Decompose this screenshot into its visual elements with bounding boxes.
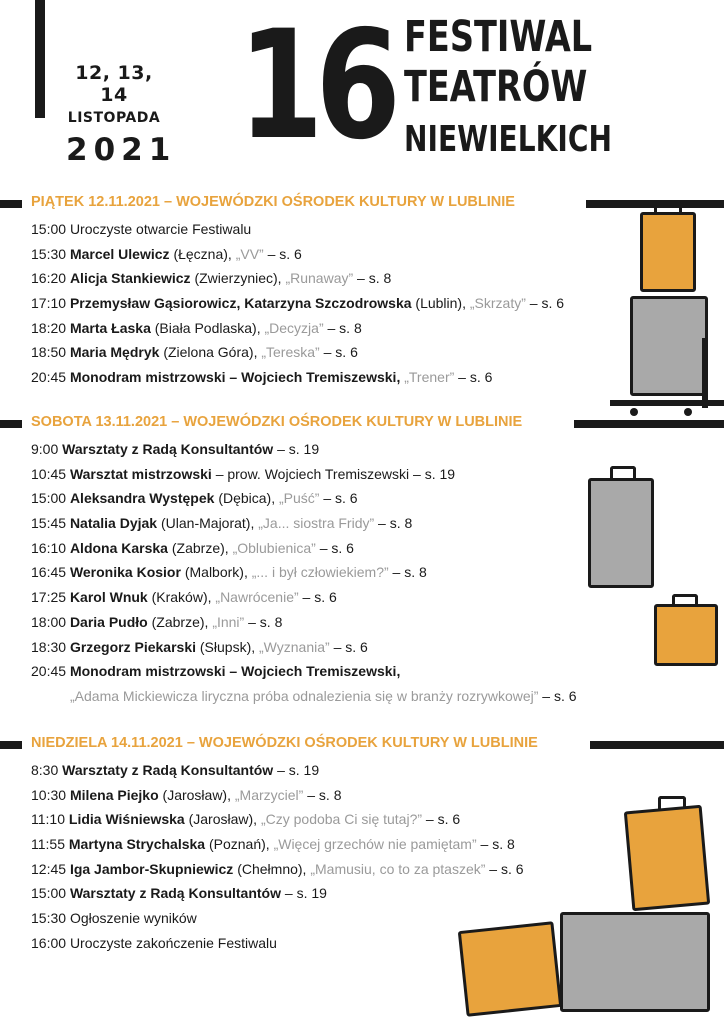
page-reference: – s. 6 — [529, 295, 565, 312]
page-reference: – s. 6 — [489, 860, 524, 877]
event-time: 15:00 — [31, 221, 67, 237]
page-reference: – s. 8 — [248, 613, 283, 630]
event-time: 20:45 — [31, 663, 67, 680]
event-time: 10:45 — [31, 465, 67, 482]
page-reference: – s. 19 — [413, 465, 456, 482]
performer-place: (Malbork), — [184, 564, 248, 581]
performer-place: (Jarosław), — [188, 811, 258, 828]
performance-title: „Inni” — [212, 613, 245, 630]
festival-year: 2021 — [66, 132, 177, 168]
luggage-cart — [610, 338, 724, 418]
page-reference: – s. 19 — [277, 441, 320, 457]
event-time: 10:30 — [31, 786, 67, 803]
performer-name: Warsztaty z Radą Konsultantów — [69, 885, 281, 902]
festival-month: LISTOPADA — [67, 110, 161, 126]
event-time: 11:10 — [31, 811, 65, 828]
performer-name: Alicja Stankiewicz — [69, 270, 191, 287]
page-reference: – s. 6 — [425, 811, 461, 828]
performer-place: – prow. Wojciech Tremiszewski — [215, 465, 410, 482]
event-time: 17:10 — [31, 295, 67, 312]
event-time: 18:30 — [31, 638, 67, 655]
schedule-row — [0, 585, 724, 610]
performer-name: Marcel Ulewicz — [69, 245, 170, 262]
event-time: 15:30 — [31, 245, 67, 262]
page-reference: – s. 8 — [392, 564, 427, 581]
performer-name: Warsztaty z Radą Konsultantów — [62, 441, 274, 457]
page-reference: – s. 6 — [333, 638, 368, 655]
schedule-row — [0, 217, 724, 242]
page-reference: – s. 6 — [542, 687, 577, 704]
page-reference: – s. 8 — [378, 515, 413, 532]
performer-name: Przemysław Gąsiorowicz, Katarzyna Szczodrowska — [69, 295, 412, 312]
performance-title: „Oblubienica” — [232, 539, 316, 556]
heading-bar-right — [574, 420, 724, 428]
header-bar-decoration — [35, 0, 45, 118]
performer-place: (Łęczna), — [173, 245, 232, 262]
schedule-row — [0, 659, 724, 684]
title-line-3: NIEWIELKICH — [404, 119, 612, 160]
schedule-row — [0, 881, 724, 906]
schedule-row — [0, 291, 724, 316]
performance-title: „VV” — [235, 245, 264, 262]
schedule-row — [0, 832, 724, 857]
event-time: 18:00 — [31, 613, 67, 630]
performance-title: „Ja... siostra Fridy” — [258, 515, 375, 532]
performance-title: „Marzyciel” — [234, 786, 304, 803]
event-time: 18:50 — [31, 344, 67, 361]
performer-place: (Zabrze), — [171, 539, 229, 556]
event-time: 20:45 — [31, 369, 67, 386]
performer-name: Monodram mistrzowski – Wojciech Tremiszewski, — [69, 369, 401, 386]
event-time: 16:20 — [31, 270, 67, 287]
performance-title: „... i był człowiekiem?” — [251, 564, 389, 581]
performer-name: Maria Mędryk — [69, 344, 160, 361]
performer-place: (Słupsk), — [199, 638, 256, 655]
event-description: Uroczyste otwarcie Festiwalu — [69, 221, 252, 237]
performer-name: Weronika Kosior — [69, 564, 181, 581]
schedule-row — [0, 783, 724, 808]
schedule-row — [0, 242, 724, 267]
suitcase-illustration-5 — [628, 808, 706, 908]
schedule-row — [0, 684, 724, 709]
performance-title: „Czy podoba Ci się tutaj?” — [260, 811, 423, 828]
schedule-row — [0, 266, 724, 291]
suitcase-illustration-6 — [560, 912, 710, 1012]
performer-name: Grzegorz Piekarski — [69, 638, 196, 655]
event-time: 15:45 — [31, 515, 67, 532]
event-description: Uroczyste zakończenie Festiwalu — [69, 934, 277, 951]
performance-title: „Skrzaty” — [469, 295, 526, 312]
performance-title: „Tereska” — [261, 344, 320, 361]
performer-name: Aleksandra Występek — [69, 490, 215, 507]
performance-title: „Mamusiu, co to za ptaszek” — [310, 860, 486, 877]
heading-bar-left — [0, 200, 22, 208]
schedule-row — [0, 857, 724, 882]
suitcase-illustration-1 — [640, 212, 696, 292]
page-reference: – s. 8 — [327, 319, 362, 336]
performance-title: „Adama Mickiewicza liryczna próba odnalezienia się w branży rozrywkowej” — [70, 687, 539, 704]
page-reference: – s. 19 — [284, 885, 327, 902]
performance-title: „Wyznania” — [259, 638, 330, 655]
page-reference: – s. 6 — [319, 539, 354, 556]
performer-place: (Lublin), — [415, 295, 466, 312]
page-reference: – s. 6 — [323, 490, 358, 507]
page-reference: – s. 19 — [277, 762, 320, 778]
event-time: 18:20 — [31, 319, 67, 336]
performer-name: Daria Pudło — [69, 613, 148, 630]
edition-number: 16 — [238, 0, 393, 173]
performer-name: Warsztaty z Radą Konsultantów — [62, 762, 274, 778]
event-description: Ogłoszenie wyników — [69, 910, 197, 927]
heading-bar-right — [590, 741, 724, 749]
schedule-row — [0, 758, 724, 783]
performer-place: (Biała Podlaska), — [154, 319, 261, 336]
page-reference: – s. 6 — [302, 589, 337, 606]
heading-bar-left — [0, 420, 22, 428]
page-reference: – s. 6 — [267, 245, 302, 262]
section-heading-label: NIEDZIELA 14.11.2021 – WOJEWÓDZKI OŚRODEK KULTURY W LUBLINIE — [31, 735, 538, 751]
suitcase-illustration-3 — [588, 478, 654, 588]
festival-dates — [66, 62, 177, 168]
performer-name: Natalia Dyjak — [69, 515, 158, 532]
performer-place: (Zabrze), — [151, 613, 209, 630]
suitcase-illustration-7 — [462, 926, 558, 1012]
performance-title: „Nawrócenie” — [215, 589, 299, 606]
performer-place: (Zielona Góra), — [163, 344, 258, 361]
performer-name: Iga Jambor-Skupniewicz — [69, 860, 234, 877]
page-reference: – s. 8 — [307, 786, 342, 803]
section-heading — [0, 194, 724, 214]
event-time: 12:45 — [31, 860, 67, 877]
performer-name: Karol Wnuk — [69, 589, 148, 606]
performance-title: „Więcej grzechów nie pamiętam” — [273, 836, 477, 853]
event-time: 17:25 — [31, 589, 67, 606]
event-time: 8:30 — [31, 762, 59, 778]
schedule-row — [0, 437, 724, 462]
performer-place: (Dębica), — [218, 490, 276, 507]
performer-place: (Poznań), — [208, 836, 270, 853]
schedule-row — [0, 316, 724, 341]
event-time: 16:45 — [31, 564, 67, 581]
event-time: 9:00 — [31, 441, 59, 457]
performer-place: (Ulan-Majorat), — [161, 515, 255, 532]
festival-title — [404, 12, 612, 168]
section-heading — [0, 735, 724, 755]
performer-name: Aldona Karska — [69, 539, 168, 556]
performer-name: Marta Łaska — [69, 319, 151, 336]
performer-place: (Chełmno), — [237, 860, 307, 877]
performer-name: Milena Piejko — [69, 786, 159, 803]
performer-name: Monodram mistrzowski – Wojciech Tremiszewski, — [69, 663, 401, 680]
festival-days: 12, 13, 14 — [75, 62, 153, 106]
performance-title: „Decyzja” — [264, 319, 324, 336]
page-reference: – s. 6 — [458, 369, 493, 386]
suitcase-illustration-4 — [654, 604, 718, 666]
performance-title: „Trener” — [404, 369, 455, 386]
performer-place: (Kraków), — [151, 589, 212, 606]
page-reference: – s. 6 — [323, 344, 358, 361]
schedule-row — [0, 807, 724, 832]
heading-bar-left — [0, 741, 22, 749]
schedule-row — [0, 610, 724, 635]
event-time: 15:00 — [31, 885, 67, 902]
performance-title: „Runaway” — [285, 270, 354, 287]
performance-title: „Puść” — [279, 490, 320, 507]
title-line-1: FESTIWAL — [404, 12, 593, 62]
performer-name: Martyna Strychalska — [68, 836, 206, 853]
section-heading-label: SOBOTA 13.11.2021 – WOJEWÓDZKI OŚRODEK KULTURY W LUBLINIE — [31, 414, 523, 430]
event-time: 16:00 — [31, 934, 67, 951]
performer-place: (Jarosław), — [162, 786, 231, 803]
event-time: 15:00 — [31, 490, 67, 507]
performer-name: Warsztat mistrzowski — [69, 465, 212, 482]
section-heading-label: PIĄTEK 12.11.2021 – WOJEWÓDZKI OŚRODEK KULTURY W LUBLINIE — [31, 194, 515, 210]
event-time: 15:30 — [31, 910, 67, 927]
event-time: 16:10 — [31, 539, 67, 556]
page-reference: – s. 8 — [357, 270, 392, 287]
event-time: 11:55 — [31, 836, 65, 853]
title-line-2: TEATRÓW — [404, 62, 588, 112]
schedule-row — [0, 635, 724, 660]
performer-name: Lidia Wiśniewska — [68, 811, 185, 828]
page-reference: – s. 8 — [480, 836, 515, 853]
performer-place: (Zwierzyniec), — [194, 270, 282, 287]
